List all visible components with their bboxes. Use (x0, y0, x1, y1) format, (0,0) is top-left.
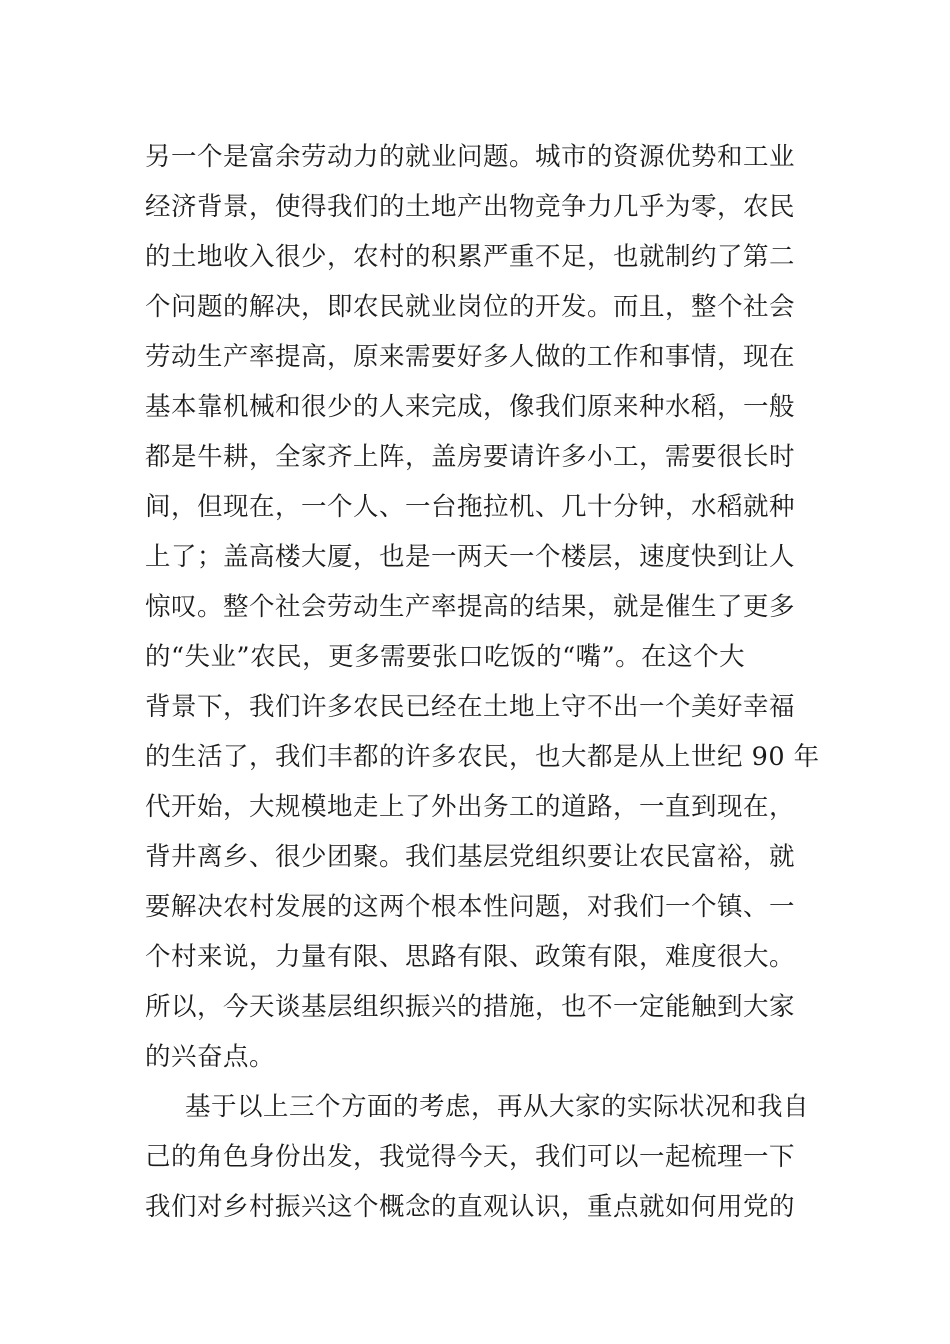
text-line: 个问题的解决，即农民就业岗位的开发。而且，整个社会 (145, 292, 796, 322)
text-line: 的生活了，我们丰都的许多农民，也大都是从上世纪 90 年 (145, 742, 820, 772)
text-line: 劳动生产率提高，原来需要好多人做的工作和事情，现在 (145, 342, 796, 372)
text-line: 基本靠机械和很少的人来完成，像我们原来种水稻，一般 (145, 392, 796, 422)
text-line: 另一个是富余劳动力的就业问题。城市的资源优势和工业 (145, 142, 796, 172)
paragraph-first-line: 基于以上三个方面的考虑，再从大家的实际状况和我自 (185, 1092, 810, 1122)
text-line: 背井离乡、很少团聚。我们基层党组织要让农民富裕，就 (145, 842, 796, 872)
text-line: 背景下，我们许多农民已经在土地上守不出一个美好幸福 (145, 692, 796, 722)
text-line: 上了；盖高楼大厦，也是一两天一个楼层，速度快到让人 (145, 542, 796, 572)
body-text (145, 132, 820, 1232)
text-line: 代开始，大规模地走上了外出务工的道路，一直到现在， (145, 792, 796, 822)
text-line: 己的角色身份出发，我觉得今天，我们可以一起梳理一下 (145, 1142, 796, 1172)
text-line: 经济背景，使得我们的土地产出物竞争力几乎为零，农民 (145, 192, 796, 222)
text-line: 都是牛耕，全家齐上阵，盖房要请许多小工，需要很长时 (145, 442, 796, 472)
text-line: 惊叹。整个社会劳动生产率提高的结果，就是催生了更多 (145, 592, 796, 622)
text-line: 的土地收入很少，农村的积累严重不足，也就制约了第二 (145, 242, 796, 272)
text-line: 个村来说，力量有限、思路有限、政策有限，难度很大。 (145, 942, 796, 972)
text-line: 要解决农村发展的这两个根本性问题，对我们一个镇、一 (145, 892, 796, 922)
text-line: 所以，今天谈基层组织振兴的措施，也不一定能触到大家 (145, 992, 796, 1022)
text-line: 我们对乡村振兴这个概念的直观认识，重点就如何用党的 (145, 1192, 796, 1222)
text-line: 间，但现在，一个人、一台拖拉机、几十分钟，水稻就种 (145, 492, 796, 522)
text-line: 的“失业”农民，更多需要张口吃饭的“嘴”。在这个大 (145, 642, 746, 672)
text-line: 的兴奋点。 (145, 1042, 276, 1072)
